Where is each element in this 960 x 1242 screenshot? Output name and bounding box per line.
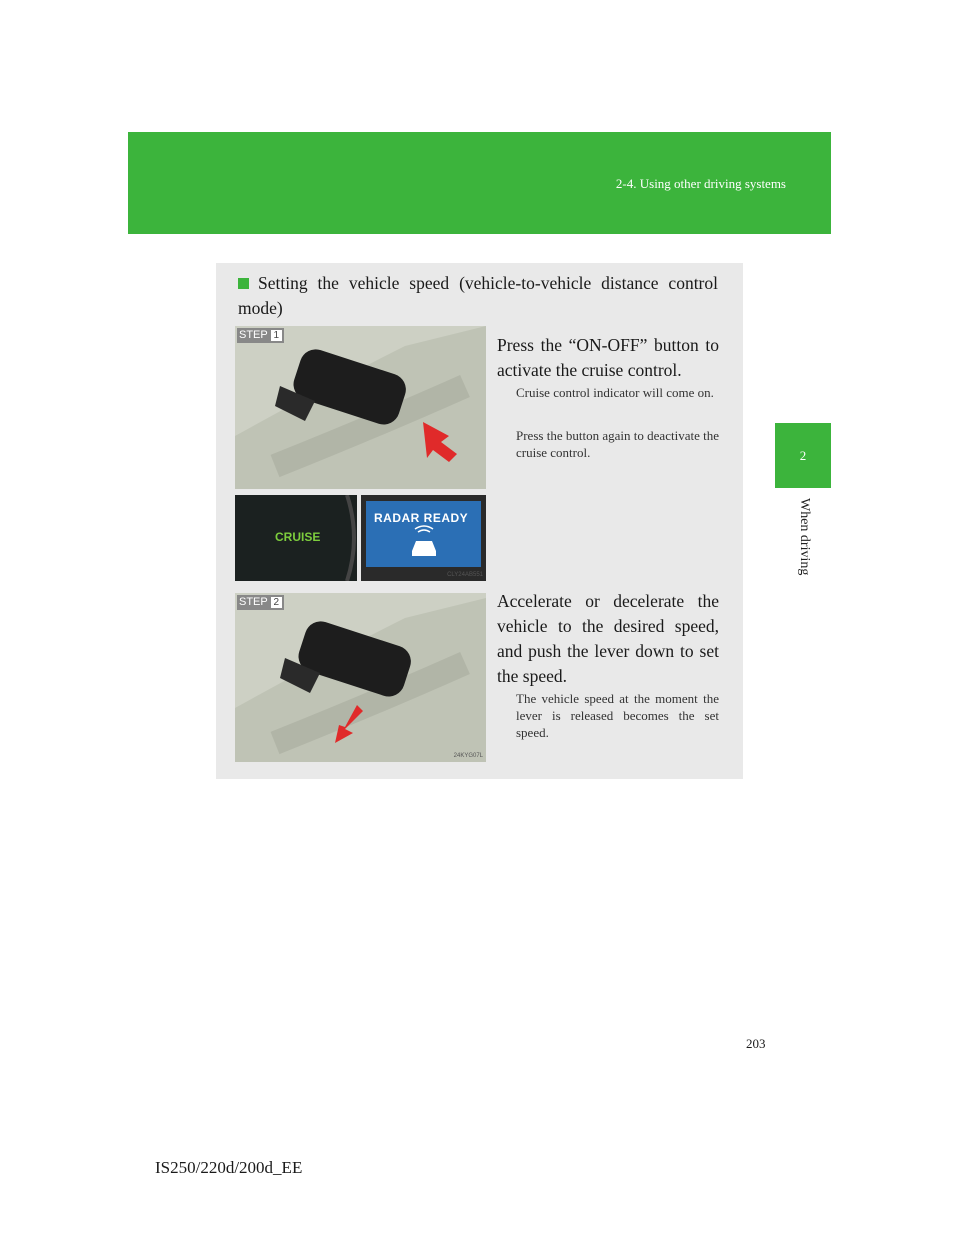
step1-badge-number: 1 <box>271 330 282 341</box>
step2-note-1: The vehicle speed at the moment the lever is released becomes the set speed. <box>516 691 719 740</box>
radar-ready-display-image <box>361 495 486 581</box>
instruction-panel <box>216 263 743 779</box>
image-code-step1: CLY24AB551 <box>447 572 483 578</box>
model-code: IS250/220d/200d_EE <box>155 1158 303 1177</box>
step1-badge <box>237 328 284 343</box>
step2-instruction: Accelerate or decelerate the vehicle to the desired speed, and push the lever down to set the speed. <box>497 591 719 686</box>
section-title: 2-4. Using other driving systems <box>615 176 786 191</box>
step1-badge-label: STEP <box>239 329 268 341</box>
panel-heading <box>238 271 718 321</box>
panel-heading-text: Setting the vehicle speed (vehicle-to-vehicle distance control mode) <box>238 273 718 318</box>
square-bullet-icon <box>238 278 249 289</box>
chapter-title: When driving <box>797 498 812 576</box>
radar-ready-screen <box>366 501 481 567</box>
step1-instruction: Press the “ON-OFF” button to activate the cruise control. <box>497 335 719 380</box>
step1-lever-image <box>235 326 486 489</box>
radar-ready-text: RADAR READY <box>374 511 469 525</box>
lever-illustration-icon <box>235 326 486 489</box>
chapter-tab <box>775 423 831 488</box>
page-number: 203 <box>746 1036 766 1051</box>
chapter-number: 2 <box>799 448 807 463</box>
step2-lever-image <box>235 593 486 762</box>
lever-push-down-illustration-icon <box>235 593 486 762</box>
step1-note-1: Cruise control indicator will come on. <box>516 385 714 400</box>
image-code-step2: 24KYG07L <box>453 753 483 759</box>
radar-car-icon <box>366 501 481 567</box>
step2-badge-label: STEP <box>239 596 268 608</box>
step2-badge-number: 2 <box>271 597 282 608</box>
cruise-indicator-image <box>235 495 357 581</box>
step1-display-images <box>235 495 486 581</box>
step2-badge <box>237 595 284 610</box>
step1-note-2: Press the button again to deactivate the cruise control. <box>516 428 719 460</box>
section-header-bar <box>128 132 831 234</box>
cruise-indicator-text: CRUISE <box>275 530 321 544</box>
